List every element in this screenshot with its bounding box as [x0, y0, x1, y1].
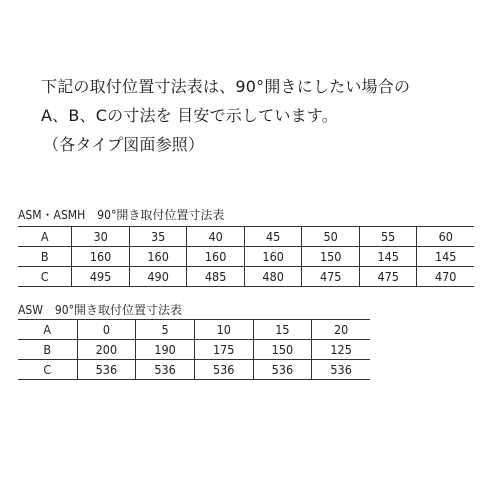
table-cell: 150 — [253, 340, 312, 360]
table-cell: 475 — [302, 267, 360, 287]
table-cell: 50 — [302, 227, 360, 247]
table-row — [18, 320, 370, 340]
table-row — [18, 340, 370, 360]
table-cell: 0 — [77, 320, 136, 340]
table-cell: 15 — [253, 320, 312, 340]
table-cell: 40 — [187, 227, 245, 247]
table-cell: 160 — [129, 247, 187, 267]
table-cell: 470 — [417, 267, 474, 287]
table-cell: 45 — [244, 227, 302, 247]
table-cell: 145 — [417, 247, 474, 267]
table-cell: 150 — [302, 247, 360, 267]
table-cell: 190 — [136, 340, 195, 360]
table-row — [18, 247, 474, 267]
row-label-b: B — [18, 247, 72, 267]
table-cell: 160 — [244, 247, 302, 267]
table-cell: 160 — [187, 247, 245, 267]
table-cell: 490 — [129, 267, 187, 287]
table-cell: 35 — [129, 227, 187, 247]
table-cell: 30 — [72, 227, 130, 247]
row-label-a: A — [18, 227, 72, 247]
table-cell: 20 — [312, 320, 370, 340]
table-row — [18, 267, 474, 287]
intro-text — [41, 72, 410, 159]
table-cell: 125 — [312, 340, 370, 360]
table-cell: 175 — [194, 340, 253, 360]
table-cell: 480 — [244, 267, 302, 287]
row-label-a: A — [18, 320, 77, 340]
table-cell: 200 — [77, 340, 136, 360]
table-cell: 536 — [253, 360, 312, 380]
table-caption-asw: ASW 90°開き取付位置寸法表 — [18, 303, 183, 317]
table-cell: 536 — [77, 360, 136, 380]
table-cell: 10 — [194, 320, 253, 340]
table-caption-asm-asmh: ASM・ASMH 90°開き取付位置寸法表 — [18, 208, 225, 222]
intro-line-1: 下記の取付位置寸法表は、90°開きにしたい場合の — [41, 77, 411, 96]
row-label-c: C — [18, 360, 77, 380]
row-label-c: C — [18, 267, 72, 287]
intro-line-2: A、B、Cの寸法を 目安で示しています。 — [41, 106, 338, 125]
table-cell: 485 — [187, 267, 245, 287]
intro-line-3: （各タイプ図面参照） — [43, 135, 205, 154]
table-cell: 145 — [359, 247, 417, 267]
table-cell: 536 — [136, 360, 195, 380]
dimension-table-asm-asmh — [18, 226, 474, 287]
table-row — [18, 360, 370, 380]
table-cell: 536 — [312, 360, 370, 380]
table-cell: 55 — [359, 227, 417, 247]
table-cell: 60 — [417, 227, 474, 247]
dimension-table-asw — [18, 319, 370, 380]
table-cell: 5 — [136, 320, 195, 340]
table-cell: 536 — [194, 360, 253, 380]
table-cell: 475 — [359, 267, 417, 287]
table-row — [18, 227, 474, 247]
table-cell: 160 — [72, 247, 130, 267]
table-cell: 495 — [72, 267, 130, 287]
row-label-b: B — [18, 340, 77, 360]
